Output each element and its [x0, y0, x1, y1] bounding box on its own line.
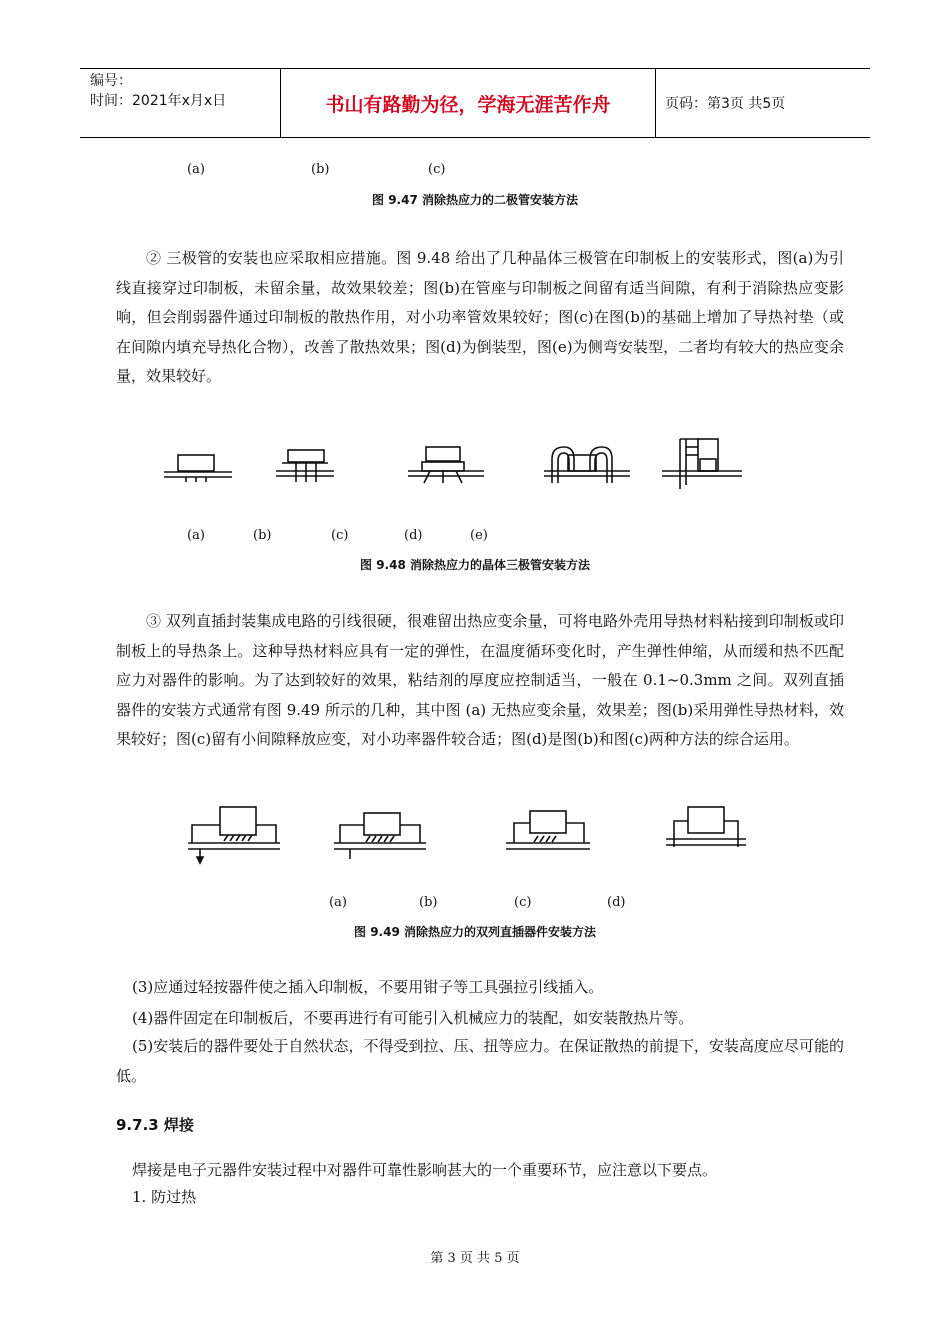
page-footer: 第 3 页 共 5 页 [430, 1251, 520, 1266]
fig948-label-c: (c) [331, 528, 349, 543]
header-left [90, 71, 226, 111]
fig947-label-b: (b) [311, 162, 330, 177]
fig948-drawing [150, 425, 750, 510]
header-page-info: 页码：第3页 共5页 [665, 96, 786, 112]
fig948-e [662, 439, 742, 489]
fig948-label-d: (d) [404, 528, 423, 543]
fig947-label-a: (a) [187, 162, 205, 177]
list-item-5: (5)安装后的器件要处于自然状态，不得受到拉、压、扭等应力。在保证散热的前提下，安装高度应尽可能的低。 [116, 1037, 844, 1085]
fig948-a [164, 455, 232, 482]
fig948-label-b: (b) [253, 528, 272, 543]
fig948-b [276, 450, 334, 482]
list-item-3: (3)应通过轻按器件使之插入印制板，不要用钳子等工具强拉引线插入。 [132, 978, 604, 996]
fig949-c [506, 811, 590, 849]
fig947-label-c: (c) [428, 162, 446, 177]
fig948-caption: 图 9.48 消除热应力的晶体三极管安装方法 [360, 558, 590, 572]
fig948-label-a: (a) [187, 528, 205, 543]
fig947-caption: 图 9.47 消除热应力的二极管安装方法 [372, 193, 578, 207]
fig948-d [544, 447, 630, 483]
fig949-b [334, 813, 426, 859]
page-header [80, 68, 870, 138]
paragraph-dip: ③ 双列直插封装集成电路的引线很硬，很难留出热应变余量，可将电路外壳用导热材料粘接到印制板或印制板上的导热条上。这种导热材料应具有一定的弹性，在温度循环变化时，产生弹性伸缩，从而缓和热不匹配应力对器件的影响。为了达到较好的效果，粘结剂的厚度应控制适当，一般在 0.1~0.3mm 之间。双列直插器件的安装方式通常有图 9.49 所示的几种，其中图 (a) 无热应变余量，效果差；图(b)采用弹性导热材料，效果较好；图(c)留有小间隙释放应变，对小功率器件较合适；图(d)是图(b)和图(c)两种方法的综合运用。 [116, 612, 844, 748]
paragraph-transistor: ② 三极管的安装也应采取相应措施。图 9.48 给出了几种晶体三极管在印制板上的安装形式，图(a)为引线直接穿过印制板，未留余量，故效果较差；图(b)在管座与印制板之间留有适当间隙，有利于消除热应变影响，但会削弱器件通过印制板的散热作用，对小功率管效果较好；图(c)在图(b)的基础上增加了导热衬垫（或在间隙内填充导热化合物），改善了散热效果；图(d)为倒装型，图(e)为侧弯安装型，二者均有较大的热应变余量，效果较好。 [116, 249, 844, 385]
fig949-label-c: (c) [514, 895, 532, 910]
fig949-label-a: (a) [329, 895, 347, 910]
header-date: 时间：2021年x月x日 [90, 93, 227, 109]
header-divider [655, 69, 656, 137]
subsection-1: 1. 防过热 [132, 1188, 197, 1206]
fig949-drawing [180, 795, 760, 885]
fig949-caption: 图 9.49 消除热应力的双列直插器件安装方法 [354, 925, 596, 939]
fig949-a [188, 807, 280, 863]
list-item-4: (4)器件固定在印制板后，不要再进行有可能引入机械应力的装配，如安装散热片等。 [132, 1009, 694, 1027]
fig949-d [666, 807, 746, 847]
fig949-label-d: (d) [607, 895, 626, 910]
fig948-label-e: (e) [470, 528, 488, 543]
section-intro: 焊接是电子元器件安装过程中对器件可靠性影响甚大的一个重要环节，应注意以下要点。 [132, 1161, 718, 1179]
fig949-label-b: (b) [419, 895, 438, 910]
fig948-c [408, 447, 484, 483]
header-number: 编号： [90, 73, 132, 89]
header-motto: 书山有路勤为径，学海无涯苦作舟 [325, 93, 611, 116]
section-title: 9.7.3 焊接 [116, 1116, 194, 1134]
